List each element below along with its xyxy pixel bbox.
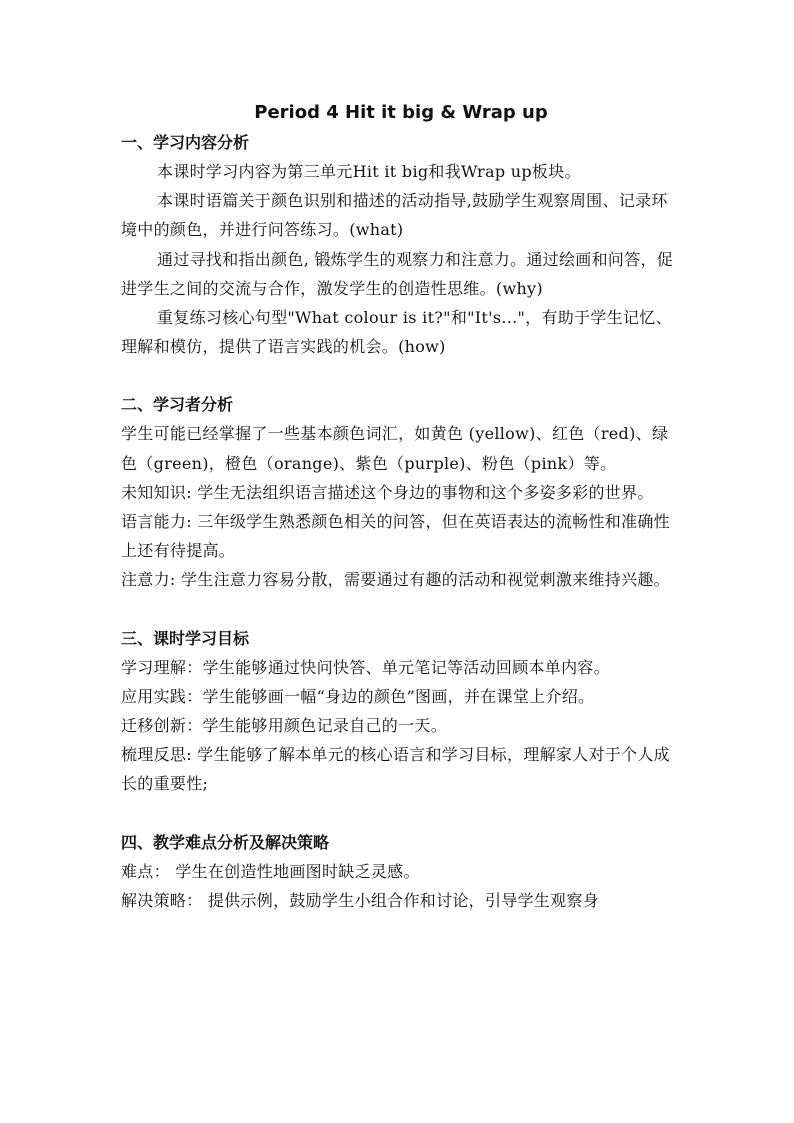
paragraph: 语言能力: 三年级学生熟悉颜色相关的问答，但在英语表达的流畅性和准确性上还有待提高。 bbox=[121, 512, 670, 561]
spacer bbox=[121, 595, 681, 624]
section-heading-learning-objectives: 三、课时学习目标 bbox=[121, 628, 250, 648]
spacer bbox=[121, 361, 681, 390]
spacer bbox=[121, 799, 681, 828]
paragraph: 解决策略： 提供示例，鼓励学生小组合作和讨论，引导学生观察身 bbox=[121, 890, 600, 910]
paragraph: 应用实践：学生能够画一幅“身边的颜色”图画，并在课堂上介绍。 bbox=[121, 686, 595, 706]
document-body bbox=[121, 98, 681, 915]
section-heading-content-analysis: 一、学习内容分析 bbox=[121, 133, 250, 152]
paragraph: 梳理反思: 学生能够了解本单元的核心语言和学习目标，理解家人对于个人成长的重要性; bbox=[121, 745, 670, 794]
page-title: Period 4 Hit it big & Wrap up bbox=[254, 102, 548, 123]
paragraph: 学生可能已经掌握了一些基本颜色词汇，如黄色 (yellow)、红色（red)、绿色（green)，橙色（orange)、紫色（purple)、粉色（pink）等。 bbox=[121, 424, 669, 473]
paragraph: 学习理解：学生能够通过快问快答、单元笔记等活动回顾本单内容。 bbox=[121, 657, 611, 677]
paragraph: 未知知识: 学生无法组织语言描述这个身边的事物和这个多姿多彩的世界。 bbox=[121, 482, 654, 502]
section-heading-difficulties: 四、教学难点分析及解决策略 bbox=[121, 832, 330, 852]
paragraph: 通过寻找和指出颜色, 锻炼学生的观察力和注意力。通过绘画和问答，促进学生之间的交流与合作，激发学生的创造性思维。(why) bbox=[121, 249, 674, 298]
section-heading-learner-analysis: 二、学习者分析 bbox=[121, 395, 234, 415]
paragraph: 本课时语篇关于颜色识别和描述的活动指导,鼓励学生观察周围、记录环境中的颜色，并进行问答练习。(what) bbox=[121, 191, 668, 240]
paragraph: 本课时学习内容为第三单元Hit it big和我Wrap up板块。 bbox=[157, 162, 581, 181]
paragraph: 难点： 学生在创造性地画图时缺乏灵感。 bbox=[121, 861, 420, 881]
paragraph: 注意力: 学生注意力容易分散，需要通过有趣的活动和视觉刺激来维持兴趣。 bbox=[121, 570, 670, 590]
paragraph: 重复练习核心句型"What colour is it?"和"It's..."，有助于学生记忆、理解和模仿，提供了语言实践的机会。(how) bbox=[121, 308, 672, 357]
paragraph: 迁移创新：学生能够用颜色记录自己的一天。 bbox=[121, 716, 448, 736]
